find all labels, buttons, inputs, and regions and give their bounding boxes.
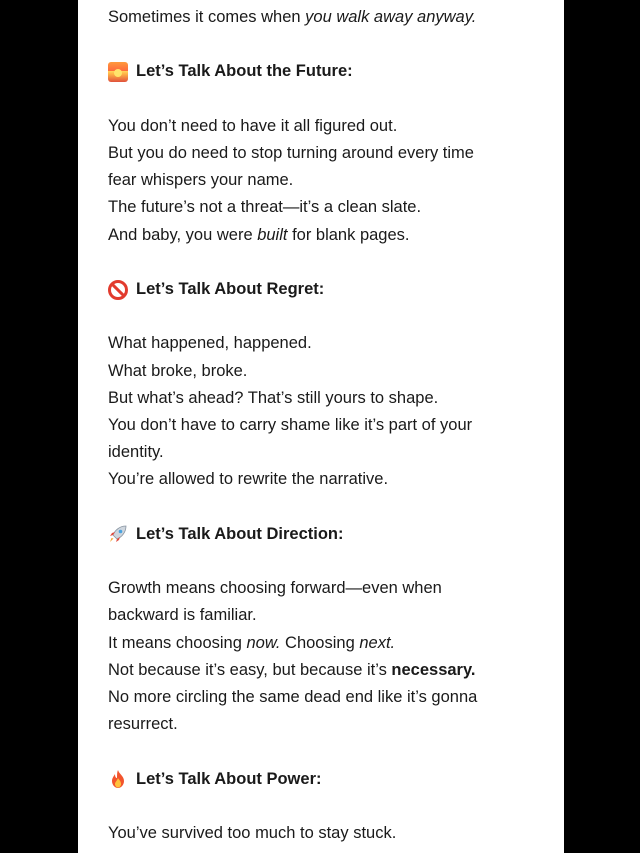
spacer — [108, 738, 528, 765]
spacer — [108, 494, 528, 521]
text-span: for blank pages. — [287, 225, 410, 244]
heading-future — [108, 58, 528, 85]
spacer — [108, 793, 528, 820]
text-line: identity. — [108, 443, 164, 462]
heading-direction — [108, 521, 528, 548]
text-line — [108, 630, 528, 657]
text-line: Growth means choosing forward—even when — [108, 579, 442, 598]
text-line: No more circling the same dead end like it’s gonna — [108, 687, 478, 706]
text-line: You don’t need to have it all figured out. — [108, 116, 398, 135]
italic-text: now. — [246, 633, 281, 652]
spacer — [108, 548, 528, 575]
heading-text: Let’s Talk About Regret: — [136, 279, 325, 298]
text-line: backward is familiar. — [108, 606, 257, 625]
document-content — [108, 4, 528, 847]
prohibited-emoji-icon — [108, 280, 128, 300]
text-span: Choosing — [280, 633, 360, 652]
text-span: Not because it’s easy, but because it’s — [108, 660, 392, 679]
heading-text: Let’s Talk About Direction: — [136, 524, 344, 543]
bold-text: necessary. — [391, 660, 476, 679]
document-page — [78, 0, 564, 853]
text-span: And baby, you were — [108, 225, 258, 244]
fire-emoji-icon — [108, 769, 128, 789]
heading-text: Let’s Talk About the Future: — [136, 62, 353, 81]
text-line — [108, 657, 528, 684]
italic-text: next. — [359, 633, 396, 652]
text-line: What happened, happened. — [108, 334, 312, 353]
sunset-emoji-icon — [108, 62, 128, 82]
heading-text: Let’s Talk About Power: — [136, 769, 322, 788]
spacer — [108, 31, 528, 58]
text-line: You’ve survived too much to stay stuck. — [108, 823, 397, 842]
text-line — [108, 4, 528, 31]
rocket-emoji-icon — [108, 524, 128, 544]
text-line: But you do need to stop turning around every time — [108, 143, 474, 162]
text-line: What broke, broke. — [108, 361, 248, 380]
text-span: It means choosing — [108, 633, 247, 652]
spacer — [108, 303, 528, 330]
heading-power — [108, 766, 528, 793]
text-span: Sometimes it comes when — [108, 8, 306, 26]
text-line: You don’t have to carry shame like it’s part of your — [108, 415, 473, 434]
text-line: resurrect. — [108, 715, 178, 734]
spacer — [108, 249, 528, 276]
italic-text: built — [257, 225, 288, 244]
heading-regret — [108, 276, 528, 303]
text-line — [108, 222, 528, 249]
text-line: fear whispers your name. — [108, 171, 294, 190]
text-line: You’re allowed to rewrite the narrative. — [108, 470, 389, 489]
text-line: The future’s not a threat—it’s a clean slate. — [108, 198, 422, 217]
text-line: But what’s ahead? That’s still yours to shape. — [108, 388, 439, 407]
italic-text: you walk away anyway. — [305, 8, 477, 26]
spacer — [108, 86, 528, 113]
